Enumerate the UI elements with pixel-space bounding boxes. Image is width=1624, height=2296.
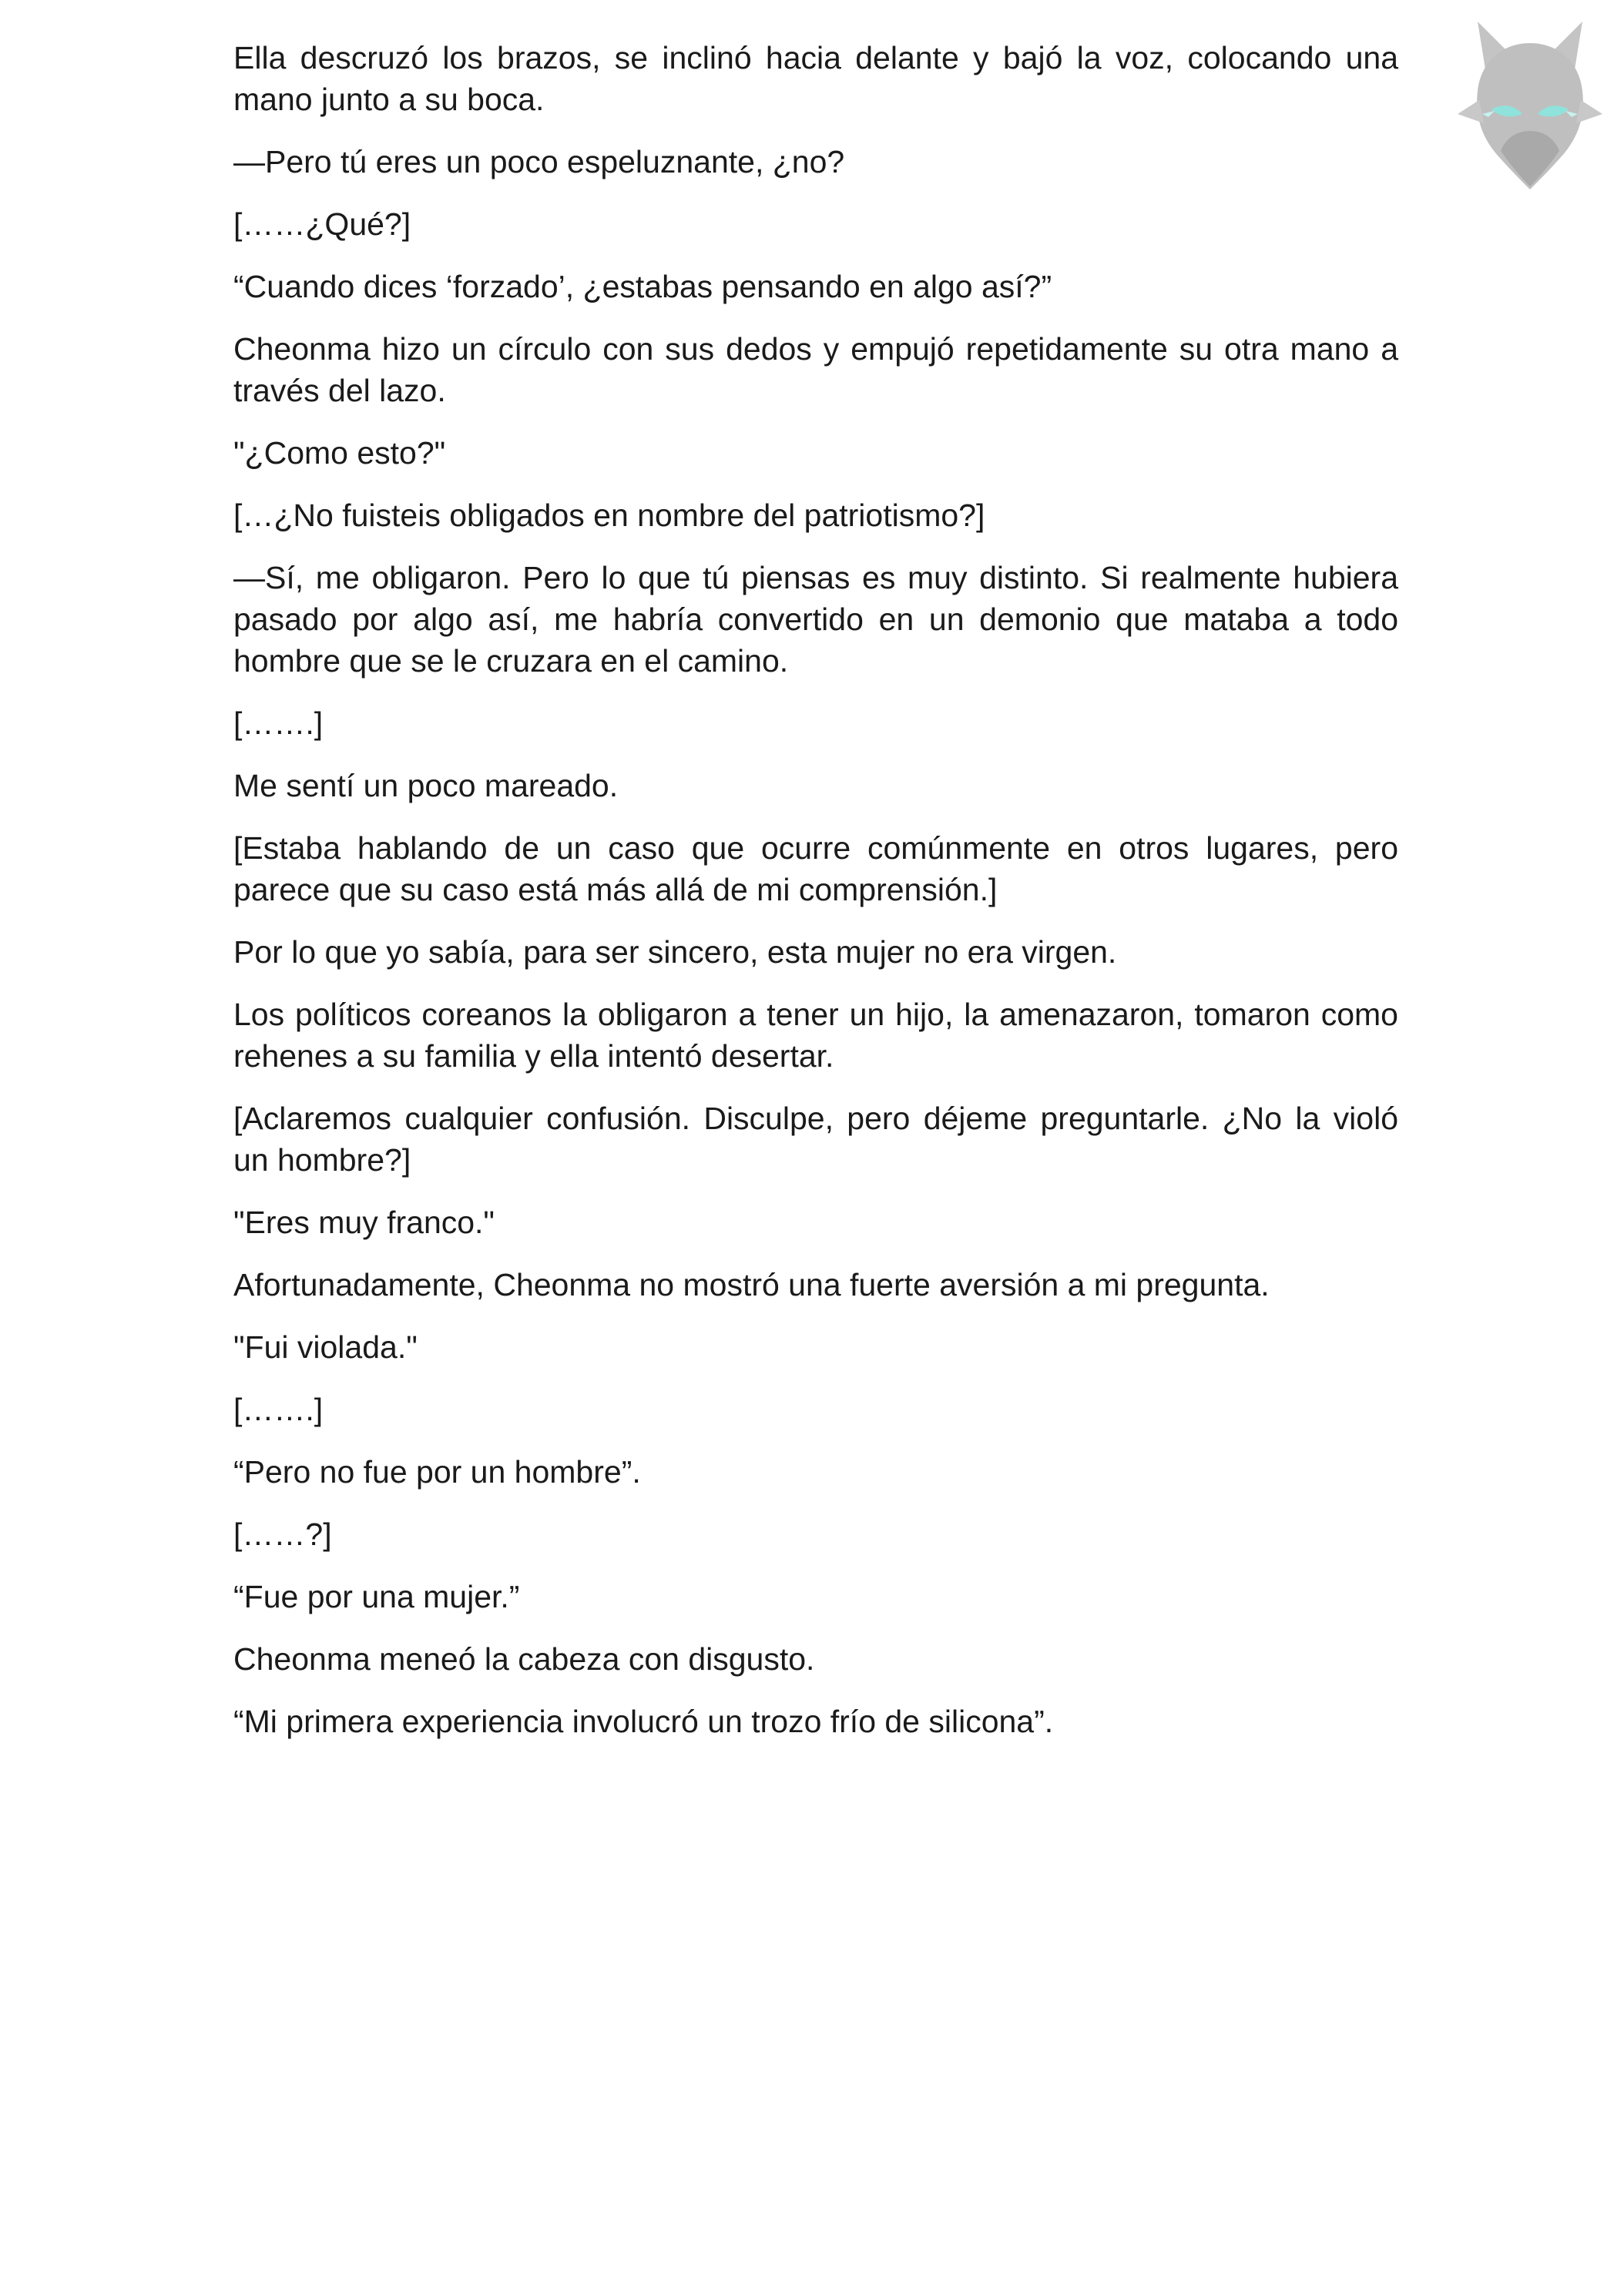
demon-mask-icon: [1455, 15, 1606, 194]
paragraph: “Pero no fue por un hombre”.: [233, 1454, 641, 1490]
paragraph: [Estaba hablando de un caso que ocurre comúnmente en otros lugares, pero parece que su caso está más allá de mi comprensión.]: [233, 830, 1398, 907]
paragraph: "¿Como esto?": [233, 435, 446, 471]
paragraph: "Fui violada.": [233, 1329, 418, 1365]
paragraph: "Eres muy franco.": [233, 1205, 495, 1240]
paragraph: […….]: [233, 706, 324, 741]
paragraph: Afortunadamente, Cheonma no mostró una fuerte aversión a mi pregunta.: [233, 1267, 1270, 1302]
mask-shadow: [1501, 131, 1559, 186]
paragraph: […¿No fuisteis obligados en nombre del patriotismo?]: [233, 498, 985, 533]
paragraph: […….]: [233, 1392, 324, 1427]
paragraph: Los políticos coreanos la obligaron a tener un hijo, la amenazaron, tomaron como rehenes a su familia y ella intentó desertar.: [233, 997, 1398, 1074]
document-body: [233, 37, 1398, 1763]
demon-mask-shape: [1458, 22, 1602, 189]
right-ear: [1576, 100, 1602, 123]
paragraph: “Cuando dices ‘forzado’, ¿estabas pensando en algo así?”: [233, 269, 1052, 304]
paragraph: —Pero tú eres un poco espeluznante, ¿no?: [233, 144, 845, 179]
paragraph: “Fue por una mujer.”: [233, 1579, 520, 1614]
paragraph: Me sentí un poco mareado.: [233, 768, 619, 803]
paragraph: Ella descruzó los brazos, se inclinó hacia delante y bajó la voz, colocando una mano junto a su boca.: [233, 40, 1398, 117]
paragraph: Cheonma hizo un círculo con sus dedos y empujó repetidamente su otra mano a través del lazo.: [233, 331, 1398, 408]
paragraph: Cheonma meneó la cabeza con disgusto.: [233, 1641, 815, 1677]
paragraph: [Aclaremos cualquier confusión. Disculpe, pero déjeme preguntarle. ¿No la violó un hombre?]: [233, 1101, 1398, 1178]
paragraph: “Mi primera experiencia involucró un trozo frío de silicona”.: [233, 1704, 1054, 1739]
paragraph: Por lo que yo sabía, para ser sincero, esta mujer no era virgen.: [233, 934, 1117, 970]
paragraph: —Sí, me obligaron. Pero lo que tú piensas es muy distinto. Si realmente hubiera pasado por algo así, me habría convertido en un demonio que mataba a todo hombre que se le cruzara en el camino.: [233, 560, 1398, 679]
paragraph: [……?]: [233, 1517, 332, 1552]
paragraph: [……¿Qué?]: [233, 206, 411, 242]
